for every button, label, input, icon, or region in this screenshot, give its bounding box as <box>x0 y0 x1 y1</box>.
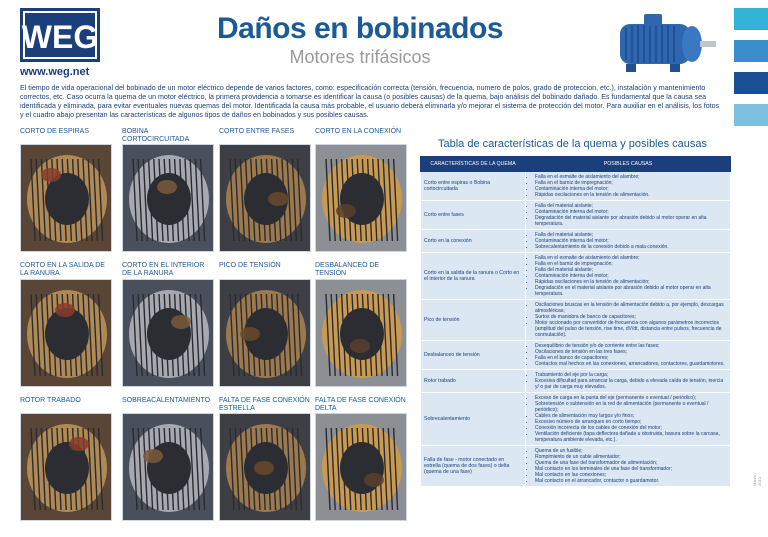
cause-item: • Surtos de maniobra de banco de capacitores; <box>535 314 727 320</box>
damage-type-cell: Pico de tensión <box>421 300 526 341</box>
winding-photo <box>219 144 311 252</box>
table-row <box>421 172 731 201</box>
damage-type-cell: Corto en la conexión <box>421 230 526 253</box>
logo-text: WEG <box>21 19 99 55</box>
photo-label: FALTA DE FASE CONEXIÓN ESTRELLA <box>219 397 310 412</box>
photo-label: ROTOR TRABADO <box>20 397 81 404</box>
possible-causes-cell <box>526 172 731 201</box>
cause-item: • Contaminación interna del motor; <box>535 273 727 279</box>
table-row <box>421 370 731 393</box>
color-swatch <box>734 72 768 94</box>
photo-label: BOBINA CORTOCIRCUITADA <box>122 128 190 143</box>
cause-item: • Motor accionado por convertidor de frecuencia con algunos parámetros incorrectos (amplitud del pulso de tensión, rise time, dV/dt, distancia entre pulsos, frecuencia de conmutación). <box>535 320 727 338</box>
cause-item: • Mal contacto en el arrancador, contactor o guardamotor. <box>535 478 727 484</box>
table-row <box>421 201 731 230</box>
motor-image <box>612 6 722 80</box>
cause-item: • Cables de alimentación muy largos y/o finos; <box>535 413 727 419</box>
cause-item: • Mal contacto en las conexiones; <box>535 472 727 478</box>
cause-item: • Mal contacto en los terminales de una fase del transformador; <box>535 466 727 472</box>
photo-label: FALTA DE FASE CONEXIÓN DELTA <box>315 397 406 412</box>
possible-causes-cell <box>526 300 731 341</box>
winding-photo <box>315 279 407 387</box>
damage-type-cell: Desbalanceo de tensión <box>421 341 526 370</box>
cause-item: • Conexión incorrecta de los cables de conexión del motor; <box>535 425 727 431</box>
cause-item: • Rápidas oscilaciones en la tensión de alimentación. <box>535 192 727 198</box>
table-row <box>421 253 731 300</box>
color-swatch <box>734 40 768 62</box>
cause-item: • Contaminación interna del motor; <box>535 238 727 244</box>
table-title: Tabla de características de la quema y posibles causas <box>438 138 708 150</box>
cause-item: • Ventilación deficiente (tapa deflectora dañada u obstruida, basura sobre la carcasa, temperatura ambiente elevada, etc.). <box>535 431 727 443</box>
page-title: Daños en bobinados <box>216 12 504 45</box>
header-characteristics: CARACTERÍSTICAS DE LA QUEMA <box>421 157 526 172</box>
cause-item: • Contaminación interna del motor; <box>535 209 727 215</box>
cause-item: • Sobrecalentamiento de la conexión debido a mala conexión. <box>535 244 727 250</box>
cause-item: • Sobretensión o subtensión en la red de alimentación (permanente o eventual / periódico); <box>535 401 727 413</box>
possible-causes-cell <box>526 393 731 446</box>
table-row <box>421 230 731 253</box>
table-row <box>421 446 731 487</box>
damage-type-cell: Sobrecalentamiento <box>421 393 526 446</box>
photo-label: CORTO EN EL INTERIOR DE LA RANURA <box>122 262 205 277</box>
cause-item: • Rápidas oscilaciones en la tensión de alimentación; <box>535 279 727 285</box>
causes-table <box>420 156 731 487</box>
cause-item: • Falla del material aislante; <box>535 267 727 273</box>
cause-item: • Falla en el banco de capacitores; <box>535 355 727 361</box>
cause-item: • Oscilaciones bruscas en la tensión de alimentación debido a, por ejemplo, descargas atmosféricas; <box>535 302 727 314</box>
cause-item: • Trabamiento del eje por la carga; <box>535 372 727 378</box>
winding-photo <box>219 413 311 521</box>
damage-type-cell: Rotor trabado <box>421 370 526 393</box>
intro-paragraph: El tiempo de vida operacional del bobinado de un motor eléctrico depende de varios factores, como: especificación correcta (tensión, frecuencia, numero de polos, grado de proteccion, etc.), instalación y mantenimiento correctos, etc. Caso ocurra la quema de un motor eléctrico, la primera providencia a tomarse es identificar la causa (o posibles causas) de la quema, bajo análisis del bobinado dañado. Es fundamental que la causa sea identificada y eliminada, para evitar eventuales nuevas quemas del motor. Identificada la causa más probable, el usuario deberá eliminarla y/o mejorar el sistema de protección del motor. Para auxiliar en el análisis, los fotos y el cuadro abajo presentan las características de algunos tipos de daños en bobinados y sus posibles causas. <box>20 84 720 119</box>
cause-item: • Falla en el esmalte de aislamiento del alambre; <box>535 255 727 261</box>
possible-causes-cell <box>526 230 731 253</box>
damage-type-cell: Falla de fase - motor conectado en estrella (quema de dos fases) o delta (quema de una fase) <box>421 446 526 487</box>
cause-item: • Quema de un fusible; <box>535 448 727 454</box>
winding-photo <box>315 144 407 252</box>
website-link[interactable]: www.weg.net <box>20 66 90 78</box>
possible-causes-cell <box>526 253 731 300</box>
photo-label: CORTO DE ESPIRAS <box>20 128 89 135</box>
table-row <box>421 341 731 370</box>
header-possible-causes: POSIBLES CAUSAS <box>526 157 731 172</box>
weg-logo[interactable] <box>20 8 100 62</box>
cause-item: • Falla en el barniz de impregnación; <box>535 180 727 186</box>
cause-item: • Exceso de carga en la punta del eje (permanente o eventual / periódico); <box>535 395 727 401</box>
possible-causes-cell <box>526 370 731 393</box>
winding-photo <box>20 413 112 521</box>
winding-photo <box>219 279 311 387</box>
possible-causes-cell <box>526 341 731 370</box>
cause-item: • Degradación en el material aislante por abrasión debido al motor operar en alta temperatura. <box>535 285 727 297</box>
cause-item: • Falla del material aislante; <box>535 232 727 238</box>
photo-label: DESBALANCEO DE TENSIÓN <box>315 262 380 277</box>
winding-photo <box>122 144 214 252</box>
cause-item: • Desequilibrio de tensión y/o de corriente entre las fases; <box>535 343 727 349</box>
photo-label: CORTO ENTRE FASES <box>219 128 295 135</box>
cause-item: • Falla en el esmalte de aislamiento del alambre; <box>535 174 727 180</box>
cause-item: • Quema de una fase del transformador de alimentación; <box>535 460 727 466</box>
damage-type-cell: Corto en la salida de la ranura o Corto en el interior de la ranura <box>421 253 526 300</box>
photo-label: CORTO EN LA CONEXIÓN <box>315 128 402 135</box>
color-swatch <box>734 104 768 126</box>
possible-causes-cell <box>526 201 731 230</box>
table-row <box>421 393 731 446</box>
winding-photo <box>122 279 214 387</box>
page-subtitle: Motores trifásicos <box>289 47 431 67</box>
photo-label: CORTO EN LA SALIDA DE LA RANURA <box>20 262 105 277</box>
damage-type-cell: Corto entre espiras o Bobina cortocircuitada <box>421 172 526 201</box>
footnote: Marzo / 2010 <box>752 472 762 486</box>
winding-photo <box>20 279 112 387</box>
cause-item: • Excesivo número de arranques en corto tiempo; <box>535 419 727 425</box>
cause-item: • Degradación del material aislante por abrasión debido al motor operar en alta temperatura. <box>535 215 727 227</box>
cause-item: • Excesiva dificultad para arrancar la carga, debido a elevada caída de tensión, inercia y/ o par de carga muy elevados. <box>535 378 727 390</box>
cause-item: • Contactos mal hechos en las conexiones, arrancadores, contactores, guardamotores. <box>535 361 727 367</box>
winding-photo <box>315 413 407 521</box>
winding-photo <box>122 413 214 521</box>
table-header-row <box>421 157 731 172</box>
cause-item: • Rompimiento de un cable alimentador; <box>535 454 727 460</box>
possible-causes-cell <box>526 446 731 487</box>
photo-label: SOBREACALENTAMIENTO <box>122 397 211 404</box>
cause-item: • Contaminación interna del motor; <box>535 186 727 192</box>
cause-item: • Falla del material aislante; <box>535 203 727 209</box>
cause-item: • Oscilaciones de tensión en las tres fases; <box>535 349 727 355</box>
damage-type-cell: Corto entre fases <box>421 201 526 230</box>
color-swatch <box>734 8 768 30</box>
photo-label: PICO DE TENSIÓN <box>219 262 281 269</box>
winding-photo <box>20 144 112 252</box>
table-row <box>421 300 731 341</box>
cause-item: • Falla en el barniz de impregnación; <box>535 261 727 267</box>
